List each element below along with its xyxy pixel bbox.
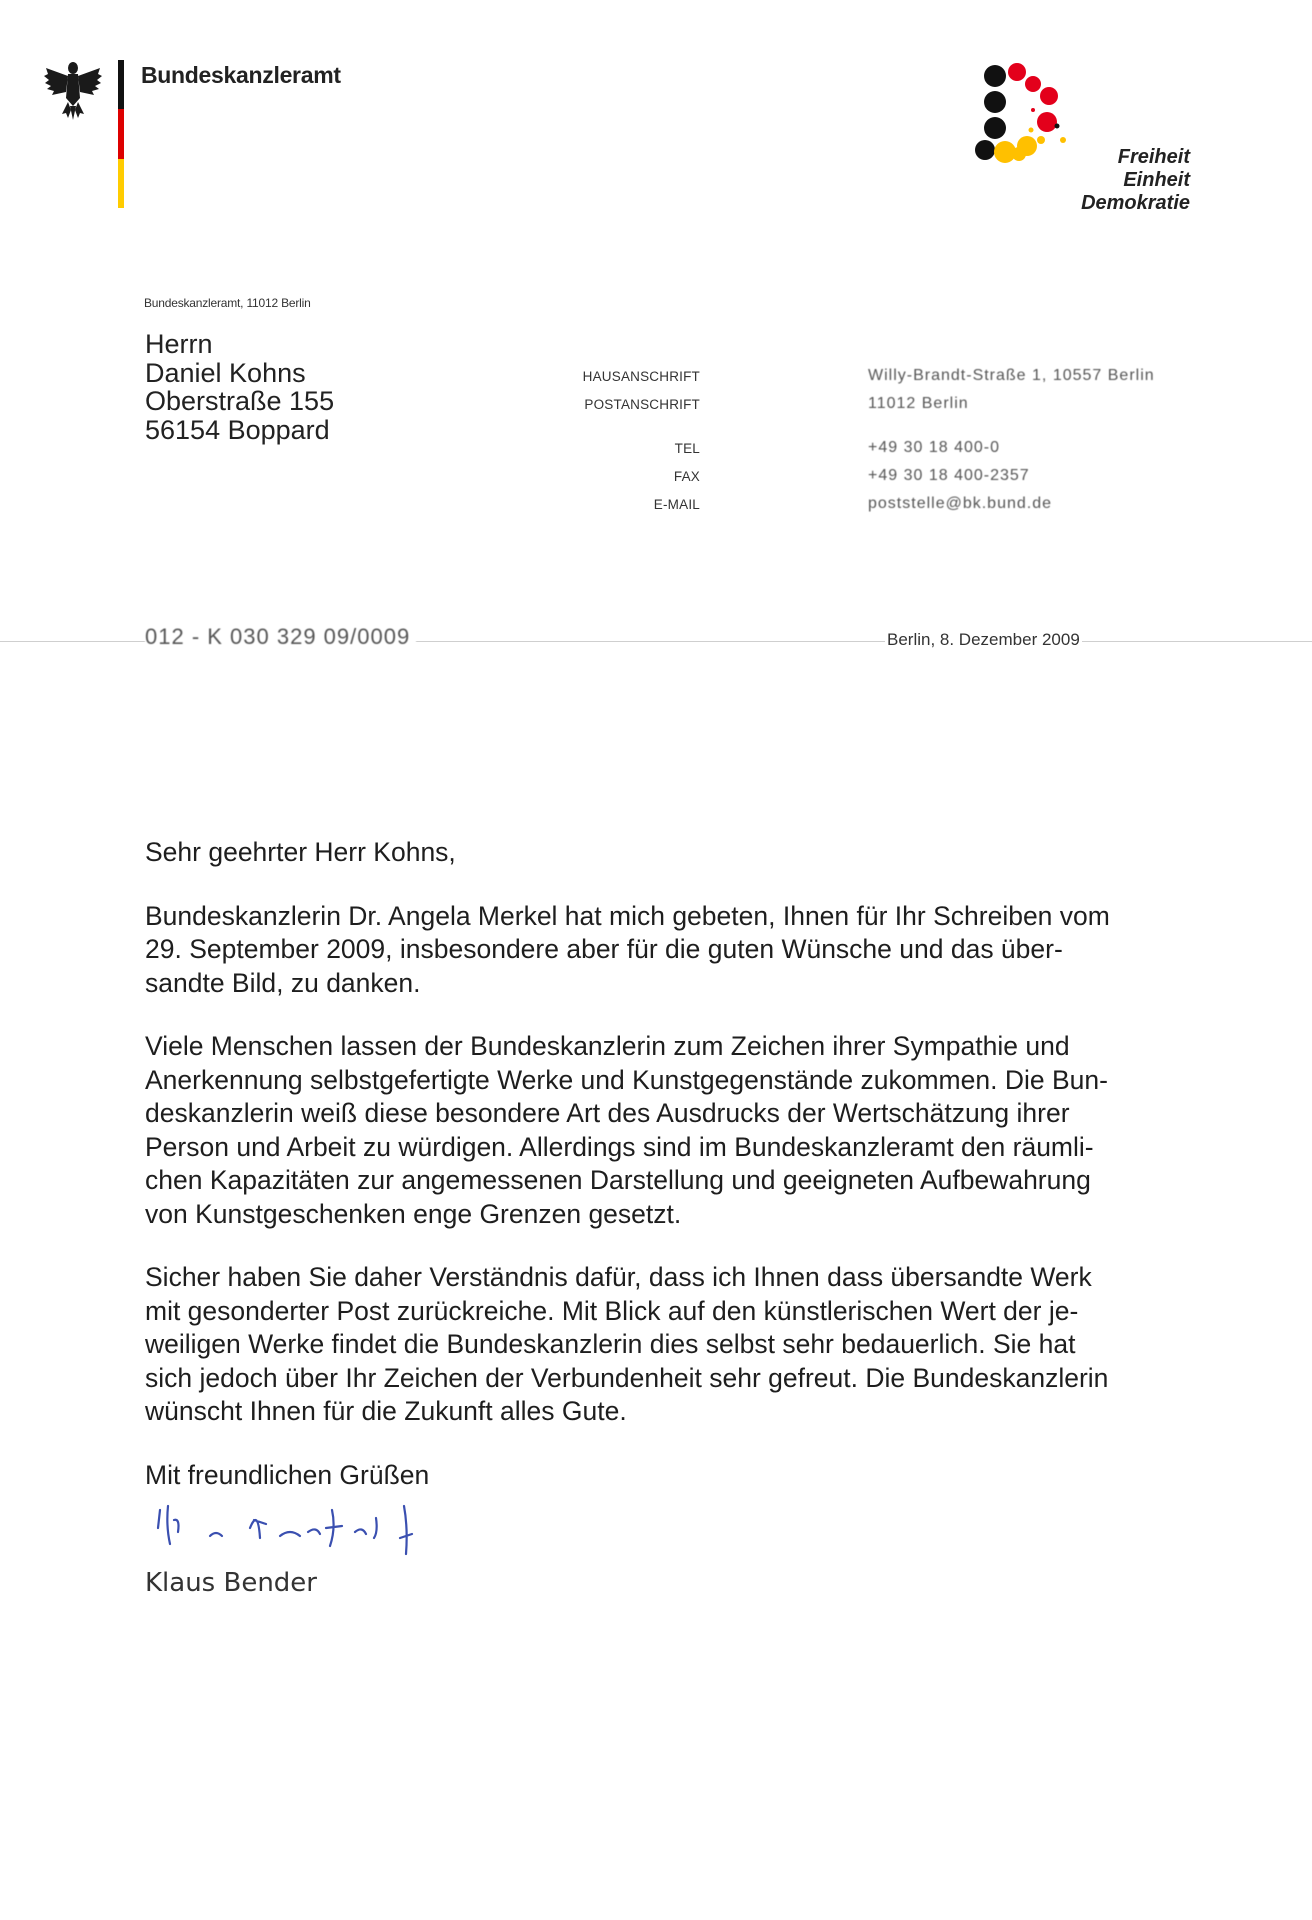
flag-stripe-gold bbox=[118, 159, 124, 208]
signer-name: Klaus Bender bbox=[145, 1568, 317, 1598]
flag-bar bbox=[118, 60, 124, 208]
logo-dot-black bbox=[984, 91, 1006, 113]
text-line: Sicher haben Sie daher Verständnis dafür, dass ich Ihnen dass übersandte Werk bbox=[145, 1262, 1092, 1292]
contact-label: TEL bbox=[674, 441, 700, 456]
text-line: Anerkennung selbstgefertigte Werke und Kunstgegenstände zukommen. Die Bun- bbox=[145, 1064, 1108, 1095]
flag-stripe-red bbox=[118, 109, 124, 158]
slogan-line: Freiheit bbox=[1117, 146, 1190, 168]
closing: Mit freundlichen Grüßen bbox=[145, 1459, 430, 1490]
logo-dot-red bbox=[1031, 108, 1035, 112]
contact-label: E-MAIL bbox=[653, 497, 700, 512]
contact-label: FAX bbox=[673, 469, 700, 484]
recipient-address bbox=[145, 330, 334, 444]
contact-value: poststelle@bk.bund.de bbox=[868, 495, 1053, 512]
text-line: mit gesonderter Post zurückreiche. Mit Blick auf den künstlerischen Wert der je- bbox=[145, 1295, 1079, 1326]
contact-value: Willy-Brandt-Straße 1, 10557 Berlin bbox=[868, 367, 1155, 384]
letter-date: Berlin, 8. Dezember 2009 bbox=[887, 630, 1080, 649]
text-line: deskanzlerin weiß diese besondere Art des Ausdrucks der Wertschätzung ihrer bbox=[145, 1098, 1070, 1128]
handwritten-signature bbox=[150, 1498, 420, 1568]
logo-dot-black bbox=[984, 65, 1006, 87]
logo-dot-gold bbox=[1060, 137, 1066, 143]
recipient-line: Oberstraße 155 bbox=[145, 386, 335, 416]
paragraph bbox=[145, 900, 1205, 1001]
logo-dot-gold bbox=[1029, 128, 1034, 133]
paragraph bbox=[145, 1030, 1205, 1231]
contact-value: 11012 Berlin bbox=[868, 395, 969, 412]
text-line: sandte Bild, zu danken. bbox=[145, 967, 421, 998]
text-line: Viele Menschen lassen der Bundeskanzlerin zum Zeichen ihrer Sympathie und bbox=[145, 1031, 1070, 1061]
logo-dot-red bbox=[1037, 112, 1057, 132]
text-line: wünscht Ihnen für die Zukunft alles Gute. bbox=[145, 1396, 627, 1426]
slogan-line: Demokratie bbox=[1081, 192, 1190, 214]
recipient-line: Daniel Kohns bbox=[145, 357, 306, 388]
contact-label: POSTANSCHRIFT bbox=[584, 397, 700, 412]
logo-dot-gold bbox=[1037, 136, 1045, 144]
reference-number: 012 - K 030 329 09/0009 bbox=[145, 624, 416, 650]
slogan-line: Einheit bbox=[1123, 169, 1190, 191]
text-line: sich jedoch über Ihr Zeichen der Verbundenheit sehr gefreut. Die Bundeskanzlerin bbox=[145, 1362, 1109, 1393]
paragraph bbox=[145, 1261, 1205, 1429]
recipient-line: 56154 Boppard bbox=[145, 414, 330, 445]
logo-dot-red bbox=[1040, 87, 1058, 105]
organization-name: Bundeskanzleramt bbox=[141, 62, 341, 88]
text-line: 29. September 2009, insbesondere aber für die guten Wünsche und das über- bbox=[145, 934, 1063, 964]
logo-slogan bbox=[1060, 146, 1190, 215]
logo-dot-red bbox=[1008, 63, 1026, 81]
recipient-line: Herrn bbox=[145, 329, 213, 359]
logo-dot-black bbox=[975, 140, 995, 160]
logo-dot-black bbox=[1055, 124, 1060, 129]
salutation: Sehr geehrter Herr Kohns, bbox=[145, 837, 456, 867]
text-line: Bundeskanzlerin Dr. Angela Merkel hat mich gebeten, Ihnen für Ihr Schreiben vom bbox=[145, 900, 1110, 931]
sender-return-address: Bundeskanzleramt, 11012 Berlin bbox=[144, 296, 311, 310]
text-line: chen Kapazitäten zur angemessenen Darstellung und geeigneten Aufbewahrung bbox=[145, 1165, 1091, 1195]
text-line: weiligen Werke findet die Bundeskanzlerin dies selbst sehr bedauerlich. Sie hat bbox=[145, 1329, 1076, 1359]
text-line: von Kunstgeschenken enge Grenzen gesetzt. bbox=[145, 1198, 682, 1229]
contact-value: +49 30 18 400-0 bbox=[868, 439, 1000, 456]
logo-dot-black bbox=[984, 117, 1006, 139]
logo-dot-gold bbox=[1012, 147, 1026, 161]
text-line: Person und Arbeit zu würdigen. Allerdings sind im Bundeskanzleramt den räumli- bbox=[145, 1131, 1094, 1162]
contact-value: +49 30 18 400-2357 bbox=[868, 467, 1030, 484]
flag-stripe-black bbox=[118, 60, 124, 109]
contact-label: HAUSANSCHRIFT bbox=[582, 369, 700, 384]
letter-body bbox=[145, 836, 1205, 1492]
federal-eagle-icon bbox=[44, 58, 102, 120]
logo-dot-red bbox=[1025, 76, 1041, 92]
